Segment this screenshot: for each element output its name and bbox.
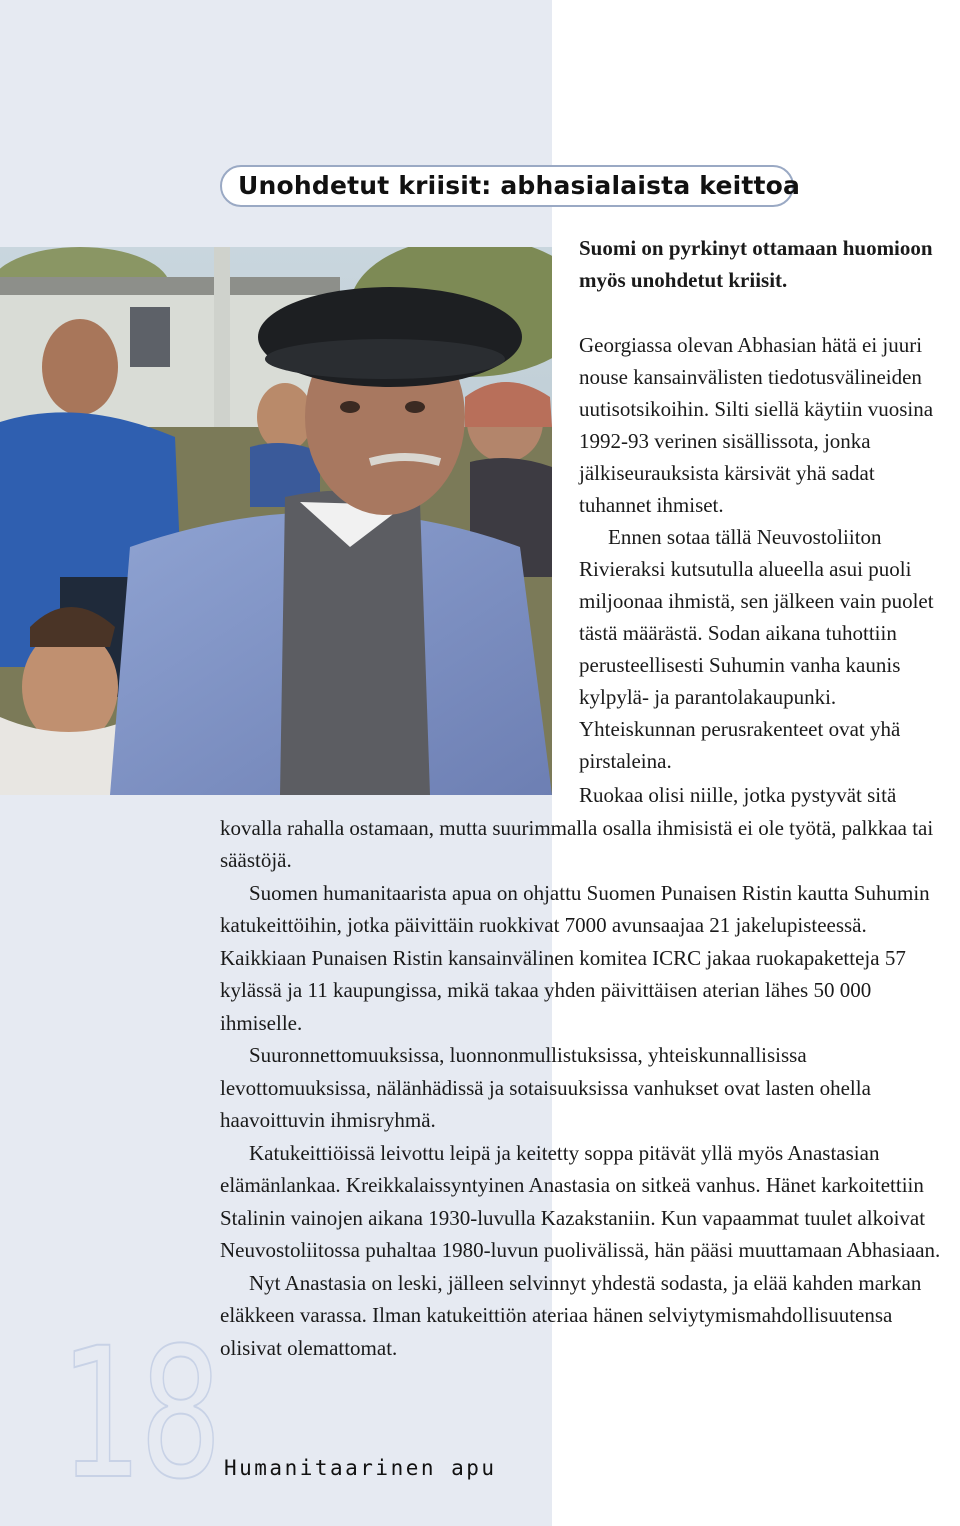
footer-section-label: Humanitaarinen apu	[224, 1456, 497, 1480]
article-photo	[0, 247, 552, 795]
column-body	[579, 329, 951, 777]
body-paragraph	[220, 779, 956, 877]
body-paragraph: Suuronnettomuuksissa, luonnonmullistuksissa, yhteiskunnallisissa levottomuuksissa, nälänhädissä ja sotaisuuksissa vanhukset ovat lasten ohella haavoittuvin ihmisryhmä.	[220, 1043, 871, 1132]
page-number: 18	[60, 1310, 220, 1519]
elderly-man-with-beret-photo	[0, 247, 552, 795]
body-paragraph: Katukeittiöissä leivottu leipä ja keitetty soppa pitävät yllä myös Anastasian elämänlankaa. Kreikkalaissyntyinen Anastasia on sitkeä vanhus. Hänet karkoitettiin Stalinin vainojen aikana 1930-luvulla Kazakstaniin. Kun vapaammat tuulet alkoivat Neuvostoliitossa puhaltaa 1980-luvun puolivälissä, hän pääsi muuttamaan Abhasiaan.	[220, 1140, 941, 1262]
lead-text: Suomi on pyrkinyt ottamaan huomioon myös unohdetut kriisit.	[579, 236, 933, 292]
article-title-box	[220, 165, 801, 207]
article-title: Unohdetut kriisit: abhasialaista keittoa	[238, 171, 801, 200]
body-paragraph-text: Ruokaa olisi niille, jotka pystyvät sitä kovalla rahalla ostamaan, mutta suurimmalla osalla ihmisistä ei ole työtä, palkkaa tai säästöjä.	[220, 783, 934, 872]
body-paragraph: Suomen humanitaarista apua on ohjattu Suomen Punaisen Ristin kautta Suhumin katukeittöihin, jotka päivittäin ruokkivat 7000 avunsaajaa 21 jakelupisteessä. Kaikkiaan Punaisen Ristin kansainvälinen komitea ICRC jakaa ruokapaketteja 57 kylässä ja 11 kaupungissa, mikä takaa yhden päivittäisen aterian lähes 50 000 ihmiselle.	[220, 880, 930, 1035]
body-paragraph: Ennen sotaa tällä Neuvostoliiton Rivieraksi kutsutulla alueella asui puoli miljoonaa ihmistä, sen jälkeen vain puolet tästä määrästä. Sodan aikana tuhottiin perusteellisesti Suhumin vanha kaunis kylpylä- ja parantolakaupunki. Yhteiskunnan perusrakenteet ovat yhä pirstaleina.	[579, 525, 934, 773]
body-paragraph: Nyt Anastasia on leski, jälleen selvinnyt yhdestä sodasta, ja elää kahden markan eläkkeen varassa. Ilman katukeittiön ateriaa hänen selviytymismahdollisuutensa olisivat olemattomat.	[220, 1270, 922, 1360]
body-paragraph: Georgiassa olevan Abhasian hätä ei juuri nouse kansainvälisten tiedotusvälineiden uutisotsikoihin. Silti siellä käytiin vuosina 1992-93 verinen sisällissota, jonka jälkiseurauksista kärsivät yhä sadat tuhannet ihmiset.	[579, 333, 934, 517]
wide-body	[220, 779, 956, 1364]
